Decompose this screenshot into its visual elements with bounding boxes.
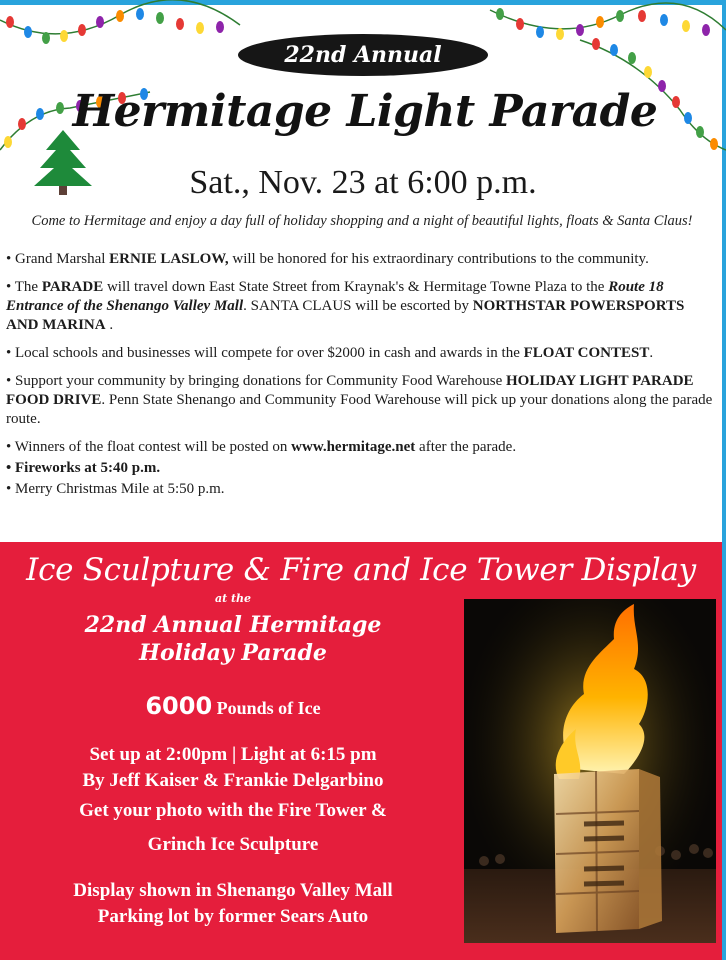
ice-display-panel <box>0 542 722 960</box>
ice-subtitle-line2: Holiday Parade <box>139 640 327 666</box>
ice-display-title: Ice Sculpture & Fire and Ice Tower Display <box>26 552 696 588</box>
setup-times: Set up at 2:00pm | Light at 6:15 pm <box>89 744 377 765</box>
list-item: • Grand Marshal ERNIE LASLOW, will be honored for his extraordinary contributions to the community. <box>6 251 649 267</box>
list-item: • The PARADE will travel down East State Street from Kraynak's & Hermitage Towne Plaza to the Route 18 Entrance of the Shenango Valley Mall. SANTA CLAUS will be escorted by NORTHSTAR POWERSPORTS AND MARINA . <box>6 279 685 333</box>
location-line2: Parking lot by former Sears Auto <box>97 906 369 927</box>
christmas-tree-icon <box>28 128 98 198</box>
page-title: Hermitage Light Parade <box>72 86 658 137</box>
photo-invite-line1: Get your photo with the Fire Tower & <box>79 800 387 821</box>
fire-tower-photo <box>464 599 716 943</box>
list-item: • Merry Christmas Mile at 5:50 p.m. <box>6 481 225 497</box>
at-the-label: at the <box>214 592 252 605</box>
event-date: Sat., Nov. 23 at 6:00 p.m. <box>189 164 537 201</box>
event-details-list <box>6 250 718 501</box>
pounds-text: Pounds of Ice <box>216 698 321 718</box>
ice-pounds <box>0 692 466 720</box>
tagline: Come to Hermitage and enjoy a day full of holiday shopping and a night of beautiful lights, floats & Santa Claus! <box>31 213 693 229</box>
list-item: • Support your community by bringing donations for Community Food Warehouse HOLIDAY LIGHT PARADE FOOD DRIVE. Penn State Shenango and Community Food Warehouse will pick up your donations along the parade route. <box>6 373 713 427</box>
list-item: • Fireworks at 5:40 p.m. <box>6 460 161 476</box>
list-item: • Winners of the float contest will be posted on www.hermitage.net after the parade. <box>6 439 517 455</box>
website-link[interactable]: www.hermitage.net <box>291 439 416 455</box>
pounds-number: 6000 <box>145 692 213 720</box>
list-item: • Local schools and businesses will compete for over $2000 in cash and awards in the FLOAT CONTEST. <box>6 345 654 361</box>
christmas-lights-icon <box>0 0 726 170</box>
anniversary-badge: 22nd Annual <box>238 34 488 76</box>
artists: By Jeff Kaiser & Frankie Delgarbino <box>82 770 384 791</box>
ice-subtitle-line1: 22nd Annual Hermitage <box>84 612 382 638</box>
location-line1: Display shown in Shenango Valley Mall <box>73 880 393 901</box>
photo-invite-line2: Grinch Ice Sculpture <box>147 834 319 855</box>
